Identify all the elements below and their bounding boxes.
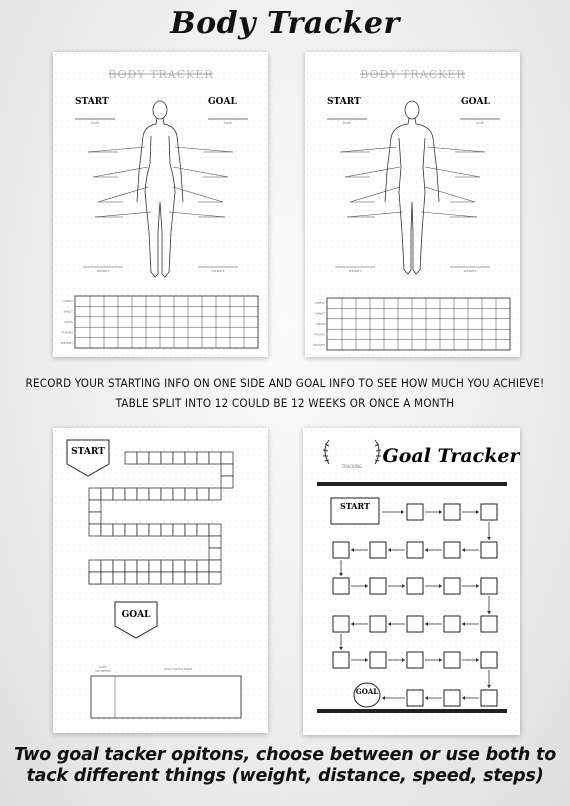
page-title: Body Tracker	[170, 6, 400, 41]
path-square[interactable]	[209, 572, 221, 584]
goal-label: GOAL	[121, 610, 151, 620]
path-square[interactable]	[221, 464, 233, 476]
body-tracker-sheet-male	[305, 52, 520, 357]
sheet-title: BODY TRACKER	[360, 68, 466, 81]
caption-line-2: TABLE SPLIT INTO 12 COULD BE 12 WEEKS OR ONCE A MONTH	[115, 396, 455, 410]
flow-box[interactable]	[370, 652, 386, 668]
date-label-goal: DATE	[476, 121, 484, 125]
achieved-label: ACHIEVED	[95, 669, 111, 673]
flow-box[interactable]	[370, 542, 386, 558]
top-rule	[317, 482, 507, 486]
flow-box[interactable]	[333, 652, 349, 668]
start-label: START	[75, 97, 109, 107]
path-square[interactable]	[113, 524, 125, 536]
path-square[interactable]	[149, 452, 161, 464]
weight-label-goal: WEIGHT	[463, 269, 477, 273]
flow-box[interactable]	[444, 652, 460, 668]
flow-box[interactable]	[407, 652, 423, 668]
flow-box[interactable]	[481, 690, 497, 706]
table-row-label: WAIST	[63, 309, 73, 314]
path-square[interactable]	[89, 572, 101, 584]
flow-box[interactable]	[407, 616, 423, 632]
flow-box[interactable]	[481, 504, 497, 520]
table-row-label: THIGHS	[61, 330, 73, 335]
path-square[interactable]	[89, 488, 101, 500]
flow-box[interactable]	[481, 578, 497, 594]
sheet-artwork	[303, 428, 520, 735]
flow-box[interactable]	[333, 616, 349, 632]
measurement-table[interactable]	[75, 296, 258, 348]
path-square[interactable]	[197, 572, 209, 584]
flow-box[interactable]	[444, 504, 460, 520]
milestones-box[interactable]	[91, 676, 241, 718]
start-label: START	[327, 97, 361, 107]
path-square[interactable]	[221, 476, 233, 488]
flow-box[interactable]	[333, 542, 349, 558]
path-square[interactable]	[149, 572, 161, 584]
date-label-goal: DATE	[224, 121, 232, 125]
sheet-title: BODY TRACKER	[108, 68, 214, 81]
flow-box[interactable]	[407, 690, 423, 706]
path-square[interactable]	[89, 512, 101, 524]
path-square[interactable]	[101, 524, 113, 536]
table-row-label: WEIGHT	[312, 342, 325, 347]
body-tracker-sheet-female	[53, 52, 268, 357]
path-square[interactable]	[209, 524, 221, 536]
path-square[interactable]	[173, 572, 185, 584]
flow-box[interactable]	[407, 542, 423, 558]
path-square[interactable]	[173, 524, 185, 536]
flow-box[interactable]	[370, 578, 386, 594]
goal-tracker-sheet	[303, 428, 520, 735]
flow-box[interactable]	[481, 652, 497, 668]
flow-box[interactable]	[481, 542, 497, 558]
goal-label: GOAL	[461, 97, 490, 107]
path-square[interactable]	[173, 488, 185, 500]
path-square[interactable]	[161, 560, 173, 572]
footer-line-2: tack different things (weight, distance, speed, steps)	[26, 766, 544, 786]
start-label: START	[71, 447, 105, 457]
path-square[interactable]	[173, 452, 185, 464]
table-row-label: ARMS	[316, 322, 325, 326]
path-square[interactable]	[161, 524, 173, 536]
flow-box[interactable]	[407, 504, 423, 520]
table-row-label: WAIST	[315, 311, 325, 316]
weight-label-goal: WEIGHT	[211, 269, 225, 273]
flow-box[interactable]	[481, 616, 497, 632]
path-square[interactable]	[113, 572, 125, 584]
sheet-artwork	[53, 52, 268, 357]
path-square[interactable]	[125, 524, 137, 536]
path-square[interactable]	[197, 452, 209, 464]
path-square[interactable]	[137, 452, 149, 464]
path-square[interactable]	[185, 452, 197, 464]
path-square[interactable]	[209, 560, 221, 572]
path-square[interactable]	[209, 536, 221, 548]
path-square[interactable]	[137, 560, 149, 572]
path-square[interactable]	[161, 488, 173, 500]
table-row-label: CHEST	[315, 301, 325, 306]
start-banner	[67, 440, 109, 476]
path-square[interactable]	[89, 560, 101, 572]
path-square[interactable]	[125, 560, 137, 572]
path-square[interactable]	[89, 500, 101, 512]
date-label: DATE	[99, 665, 107, 669]
path-square[interactable]	[125, 572, 137, 584]
flow-box[interactable]	[444, 690, 460, 706]
goal-banner	[115, 602, 157, 638]
bottom-rule	[317, 709, 507, 713]
table-row-label: CHEST	[63, 299, 73, 304]
path-square[interactable]	[101, 488, 113, 500]
path-square[interactable]	[185, 572, 197, 584]
path-square[interactable]	[125, 488, 137, 500]
table-row-label: THIGHS	[313, 332, 325, 337]
path-square[interactable]	[185, 560, 197, 572]
path-square[interactable]	[209, 548, 221, 560]
path-square[interactable]	[185, 488, 197, 500]
path-square[interactable]	[149, 524, 161, 536]
path-square[interactable]	[197, 488, 209, 500]
flow-box[interactable]	[333, 578, 349, 594]
start-label: START	[340, 501, 370, 511]
goal-flow-boxes[interactable]	[333, 504, 497, 706]
path-square[interactable]	[113, 560, 125, 572]
path-square[interactable]	[101, 572, 113, 584]
date-label-start: DATE	[91, 121, 99, 125]
path-square[interactable]	[161, 572, 173, 584]
path-square[interactable]	[221, 452, 233, 464]
footer-line-1: Two goal tacker opitons, choose between or use both to	[13, 745, 557, 765]
goal-label: GOAL	[355, 687, 379, 696]
path-square[interactable]	[137, 524, 149, 536]
flow-box[interactable]	[370, 616, 386, 632]
path-square[interactable]	[197, 524, 209, 536]
tracking-label: TRACKING	[341, 464, 363, 469]
weight-label-start: WEIGHT	[348, 269, 362, 273]
sheet-artwork	[53, 428, 268, 733]
date-label-start: DATE	[343, 121, 351, 125]
flow-box[interactable]	[444, 542, 460, 558]
path-square[interactable]	[137, 488, 149, 500]
snake-goal-tracker-sheet	[53, 428, 268, 733]
path-square[interactable]	[173, 560, 185, 572]
measurement-table[interactable]	[327, 298, 510, 350]
sheet-artwork	[305, 52, 520, 357]
caption-line-1: RECORD YOUR STARTING INFO ON ONE SIDE AND GOAL INFO TO SEE HOW MUCH YOU ACHIEVE!	[25, 376, 545, 390]
weight-label-start: WEIGHT	[96, 269, 110, 273]
path-square[interactable]	[101, 560, 113, 572]
laurel-icon	[323, 440, 381, 464]
path-square[interactable]	[185, 524, 197, 536]
path-square[interactable]	[149, 488, 161, 500]
path-square[interactable]	[197, 560, 209, 572]
flow-box[interactable]	[444, 616, 460, 632]
path-square[interactable]	[161, 452, 173, 464]
path-square[interactable]	[89, 524, 101, 536]
table-row-label: ARMS	[64, 320, 73, 324]
path-square[interactable]	[137, 572, 149, 584]
snake-path-grid[interactable]	[89, 452, 233, 584]
path-square[interactable]	[149, 560, 161, 572]
male-body-outline	[385, 101, 439, 274]
female-body-outline	[137, 101, 183, 277]
goal-label: GOAL	[208, 97, 237, 107]
path-square[interactable]	[125, 452, 137, 464]
table-row-label: WEIGHT	[60, 340, 73, 345]
path-square[interactable]	[113, 488, 125, 500]
milestones-label: GOAL MILESTONES	[163, 667, 193, 671]
flow-box[interactable]	[407, 578, 423, 594]
goal-tracker-title: Goal Tracker	[382, 445, 520, 467]
path-square[interactable]	[209, 452, 221, 464]
path-square[interactable]	[209, 488, 221, 500]
flow-box[interactable]	[444, 578, 460, 594]
